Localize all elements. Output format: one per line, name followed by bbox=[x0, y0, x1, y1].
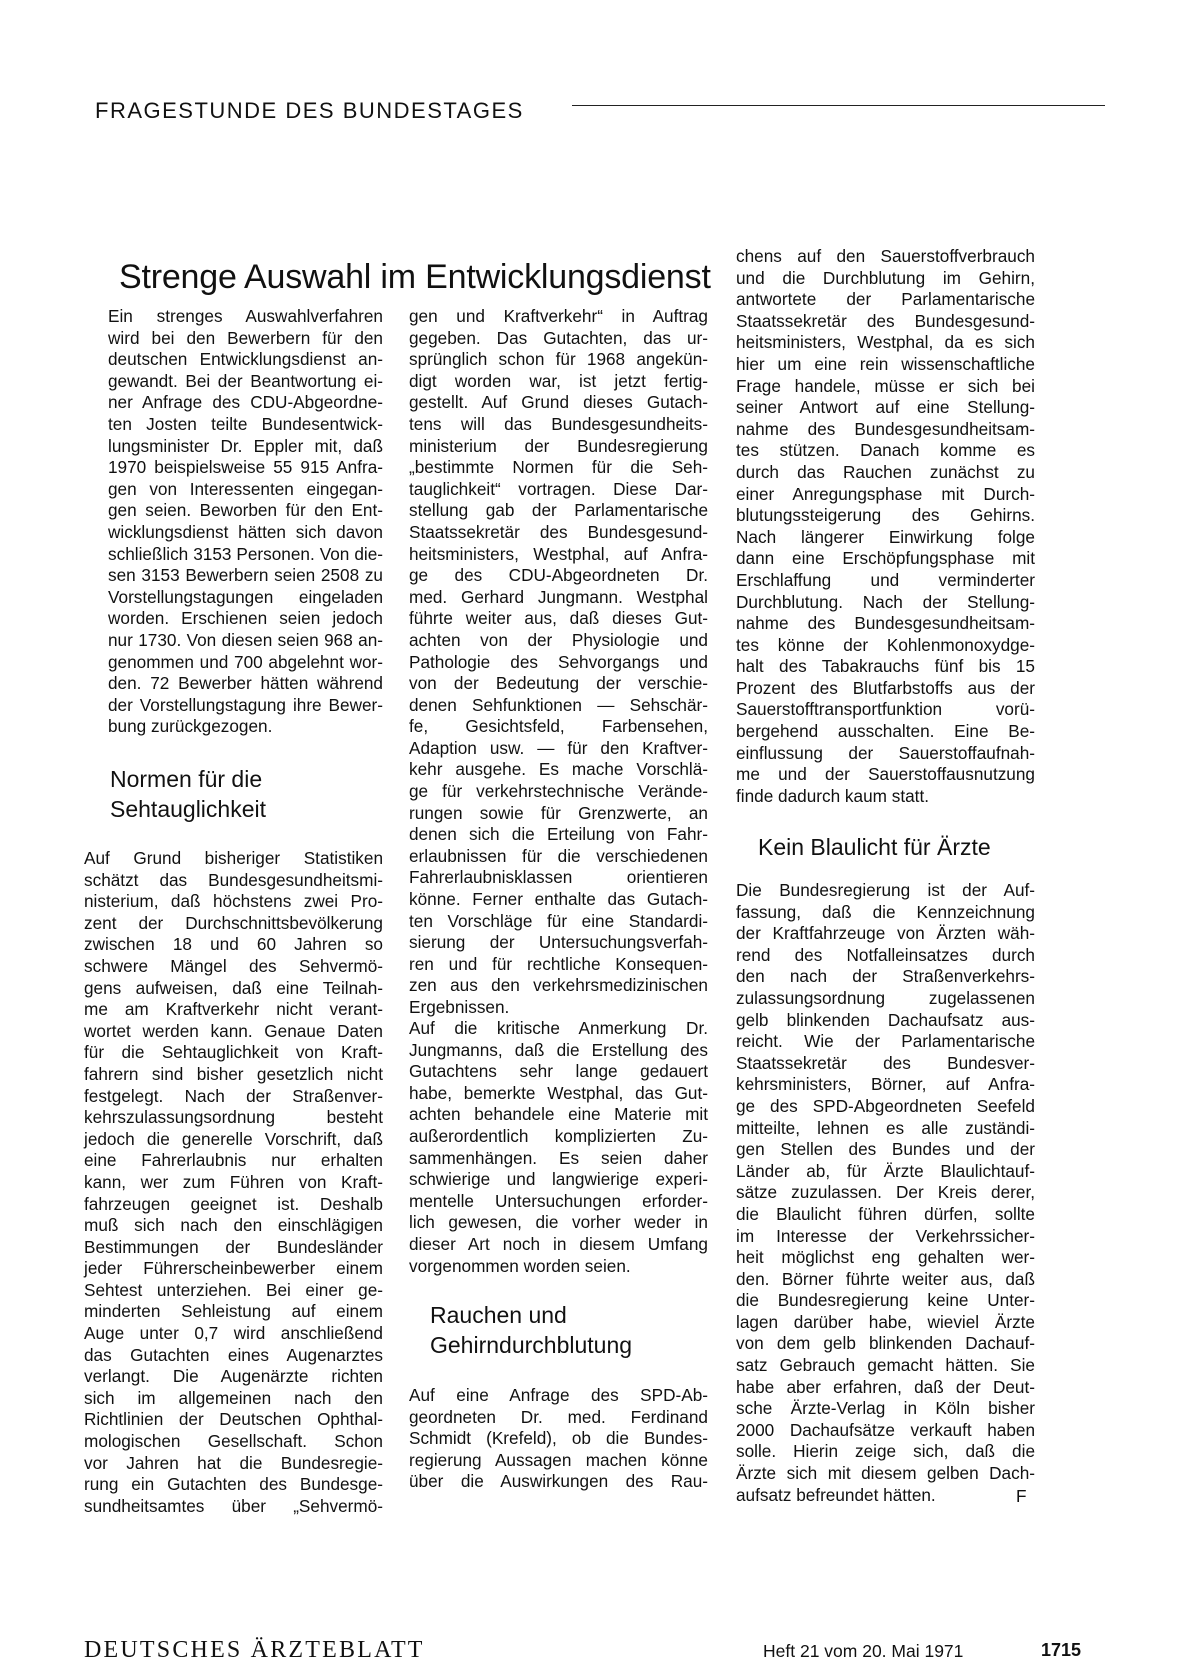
footer-issue: Heft 21 vom 20. Mai 1971 bbox=[763, 1641, 964, 1661]
col1-body-paragraph bbox=[84, 848, 383, 1517]
text-line: Schmidt (Krefeld), ob die Bundes- bbox=[409, 1428, 708, 1449]
text-line: minderten Sehleistung auf einem bbox=[84, 1301, 383, 1322]
text-line: ge für verkehrstechnische Verände- bbox=[409, 781, 708, 802]
text-line: die Blaulicht führen dürfen, sollte bbox=[736, 1203, 1035, 1224]
text-line: 1970 beispielsweise 55 915 Anfra- bbox=[108, 457, 383, 478]
text-line: Erschlaffung und verminderter bbox=[736, 569, 1035, 590]
text-line: Durchblutung. Nach der Stellung- bbox=[736, 591, 1035, 612]
col1-subheading bbox=[110, 764, 266, 824]
col2-subheading bbox=[430, 1300, 632, 1360]
text-line: sen 3153 Bewerbern seien 2508 zu bbox=[108, 565, 383, 586]
text-line: rung ein Gutachten des Bundesge- bbox=[84, 1474, 383, 1495]
footer-page-number: 1715 bbox=[1041, 1640, 1082, 1660]
text-line: worden. Erschienen seien jedoch bbox=[108, 608, 383, 629]
col3-body-paragraph bbox=[736, 246, 1035, 807]
text-line: ge des CDU-Abgeordneten Dr. bbox=[409, 565, 708, 586]
text-line: Jungmanns, daß die Erstellung des bbox=[409, 1039, 708, 1060]
text-line: ge des SPD-Abgeordneten Seefeld bbox=[736, 1095, 1035, 1116]
text-line: gelb blinkenden Dachaufsatz aus- bbox=[736, 1009, 1035, 1030]
text-line: durch das Rauchen zunächst zu bbox=[736, 461, 1035, 482]
text-line: Staatssekretär des Bundesgesund- bbox=[409, 521, 708, 542]
text-line: könne. Ferner enthalte das Gutach- bbox=[409, 889, 708, 910]
text-line: achten von der Physiologie und bbox=[409, 629, 708, 650]
text-line: tens will das Bundesgesundheits- bbox=[409, 413, 708, 434]
text-line: den. 72 Bewerber hätten während bbox=[108, 673, 383, 694]
text-line: vor Jahren hat die Bundesregie- bbox=[84, 1452, 383, 1473]
text-line: verlangt. Die Augenärzte richten bbox=[84, 1366, 383, 1387]
text-line: kehr ausgehe. Es mache Vorschlä- bbox=[409, 759, 708, 780]
text-line: reicht. Wie der Parlamentarische bbox=[736, 1031, 1035, 1052]
text-line: wicklungsdienst hätten sich davon bbox=[108, 521, 383, 542]
text-line: mitteilte, lehnen es alle zuständi- bbox=[736, 1117, 1035, 1138]
text-line: antwortete der Parlamentarische bbox=[736, 289, 1035, 310]
text-line: wortet werden kann. Genaue Daten bbox=[84, 1020, 383, 1041]
text-line: „bestimmte Normen für die Seh- bbox=[409, 457, 708, 478]
text-line: von dem gelb blinkenden Dachauf- bbox=[736, 1333, 1035, 1354]
text-line: finde dadurch kaum statt. bbox=[736, 785, 929, 806]
text-line: jedoch die generelle Vorschrift, daß bbox=[84, 1128, 383, 1149]
text-line: sierung der Untersuchungsverfah- bbox=[409, 932, 708, 953]
text-line: für die Sehtauglichkeit von Kraft- bbox=[84, 1042, 383, 1063]
text-line: gen von Interessenten eingegan- bbox=[108, 478, 383, 499]
text-line: gens aufweisen, daß eine Teilnah- bbox=[84, 977, 383, 998]
text-line: gen und Kraftverkehr“ in Auftrag bbox=[409, 306, 708, 326]
text-line: Auf die kritische Anmerkung Dr. bbox=[409, 1018, 708, 1038]
text-line: Auf eine Anfrage des SPD-Ab- bbox=[409, 1385, 708, 1405]
text-line: heitsministers, Westphal, auf Anfra- bbox=[409, 543, 708, 564]
text-line: Pathologie des Sehvorgangs und bbox=[409, 651, 708, 672]
text-line: das Gutachten eines Augenarztes bbox=[84, 1344, 383, 1365]
text-line: nur 1730. Von diesen seien 968 an- bbox=[108, 629, 383, 650]
text-line: Bestimmungen der Bundesländer bbox=[84, 1236, 383, 1257]
text-line: zwischen 18 und 60 Jahren so bbox=[84, 934, 383, 955]
text-line: zen aus den verkehrsmedizinischen bbox=[409, 975, 708, 996]
text-line: Vorstellungstagungen eingeladen bbox=[108, 586, 383, 607]
text-line: deutschen Entwicklungsdienst an- bbox=[108, 349, 383, 370]
text-line: regierung Aussagen machen könne bbox=[409, 1449, 708, 1470]
col3-body-paragraph-2 bbox=[736, 880, 1035, 1506]
article-headline: Strenge Auswahl im Entwicklungsdienst bbox=[119, 258, 711, 296]
text-line: eine Fahrerlaubnis nur erhalten bbox=[84, 1150, 383, 1171]
text-line: ten Vorschläge für eine Standardi- bbox=[409, 910, 708, 931]
text-line: schwierige und langwierige experi- bbox=[409, 1169, 708, 1190]
text-line: sich im allgemeinen nach den bbox=[84, 1387, 383, 1408]
col2-body-paragraph bbox=[409, 306, 708, 1019]
col3-subheading: Kein Blaulicht für Ärzte bbox=[758, 834, 991, 860]
text-line: Rauchen und bbox=[430, 1302, 567, 1328]
text-line: ner Anfrage des CDU-Abgeordne- bbox=[108, 392, 383, 413]
text-line: lagen darüber habe, wieviel Ärzte bbox=[736, 1311, 1035, 1332]
text-line: den nach der Straßenverkehrs- bbox=[736, 966, 1035, 987]
text-line: gestellt. Auf Grund dieses Gutach- bbox=[409, 392, 708, 413]
text-line: schließlich 3153 Personen. Von die- bbox=[108, 543, 383, 564]
text-line: Normen für die bbox=[110, 766, 263, 792]
text-line: heit möglichst eng gehalten wer- bbox=[736, 1247, 1035, 1268]
text-line: Staatssekretär des Bundesgesund- bbox=[736, 310, 1035, 331]
text-line: nahme des Bundesgesundheitsam- bbox=[736, 418, 1035, 439]
text-line: halt des Tabakrauchs fünf bis 15 bbox=[736, 656, 1035, 677]
text-line: Fahrerlaubnisklassen orientieren bbox=[409, 867, 708, 888]
text-line: tes stützen. Danach komme es bbox=[736, 440, 1035, 461]
text-line: Gutachtens sehr lange gedauert bbox=[409, 1061, 708, 1082]
text-line: chens auf den Sauerstoffverbrauch bbox=[736, 246, 1035, 266]
col1-intro-paragraph bbox=[108, 306, 383, 738]
text-line: achten behandele eine Materie mit bbox=[409, 1104, 708, 1125]
text-line: dann eine Erschöpfungsphase mit bbox=[736, 548, 1035, 569]
text-line: Die Bundesregierung ist der Auf- bbox=[736, 880, 1035, 900]
text-line: digt worden war, ist jetzt fertig- bbox=[409, 370, 708, 391]
text-line: kann, wer zum Führen von Kraft- bbox=[84, 1171, 383, 1192]
text-line: Ein strenges Auswahlverfahren bbox=[108, 306, 383, 326]
text-line: stellung gab der Parlamentarische bbox=[409, 500, 708, 521]
text-line: 2000 Dachaufsätze verkauft haben bbox=[736, 1419, 1035, 1440]
text-line: satz Gebrauch gemacht hätten. Sie bbox=[736, 1355, 1035, 1376]
text-line: geordneten Dr. med. Ferdinand bbox=[409, 1406, 708, 1427]
text-line: aufsatz befreundet hätten. bbox=[736, 1484, 936, 1505]
text-line: und die Durchblutung im Gehirn, bbox=[736, 267, 1035, 288]
text-line: Prozent des Blutfarbstoffs aus der bbox=[736, 677, 1035, 698]
text-line: zulassungsordnung zugelassenen bbox=[736, 987, 1035, 1008]
text-line: tauglichkeit“ vortragen. Diese Dar- bbox=[409, 478, 708, 499]
text-line: der Kraftfahrzeuge von Ärzten wäh- bbox=[736, 923, 1035, 944]
text-line: ten Josten teilte Bundesentwick- bbox=[108, 413, 383, 434]
text-line: fahrzeugen geeignet ist. Deshalb bbox=[84, 1193, 383, 1214]
text-line: hier um eine rein wissenschaftliche bbox=[736, 353, 1035, 374]
text-line: fe, Gesichtsfeld, Farbensehen, bbox=[409, 716, 708, 737]
text-line: nisterium, daß höchstens zwei Pro- bbox=[84, 891, 383, 912]
text-line: kehrszulassungsordnung besteht bbox=[84, 1107, 383, 1128]
text-line: Sehtest unterziehen. Bei einer ge- bbox=[84, 1279, 383, 1300]
text-line: rungen sowie für Grenzwerte, an bbox=[409, 802, 708, 823]
text-line: Auf Grund bisheriger Statistiken bbox=[84, 848, 383, 868]
text-line: außerordentlich komplizierten Zu- bbox=[409, 1125, 708, 1146]
text-line: fahrern sind bisher gesetzlich nicht bbox=[84, 1063, 383, 1084]
text-line: Adaption usw. — für den Kraftver- bbox=[409, 737, 708, 758]
text-line: festgelegt. Nach der Straßenver- bbox=[84, 1085, 383, 1106]
text-line: vorgenommen worden seien. bbox=[409, 1255, 631, 1276]
text-line: über die Auswirkungen des Rau- bbox=[409, 1471, 708, 1492]
text-line: muß sich nach den einschlägigen bbox=[84, 1215, 383, 1236]
col3-end-mark: F bbox=[1016, 1486, 1027, 1506]
text-line: bung zurückgezogen. bbox=[108, 716, 273, 737]
text-line: seiner Antwort auf eine Stellung- bbox=[736, 397, 1035, 418]
text-line: denen sich die Erteilung von Fahr- bbox=[409, 824, 708, 845]
text-line: einflussung der Sauerstoffaufnah- bbox=[736, 742, 1035, 763]
section-header-title: FRAGESTUNDE DES BUNDESTAGES bbox=[95, 98, 524, 123]
text-line: einer Anregungsphase mit Durch- bbox=[736, 483, 1035, 504]
text-line: wird bei den Bewerbern für den bbox=[108, 327, 383, 348]
text-line: bergehend ausschalten. Eine Be- bbox=[736, 721, 1035, 742]
text-line: erlaubnissen für die verschiedenen bbox=[409, 845, 708, 866]
text-line: lich gewesen, die vorher weder in bbox=[409, 1212, 708, 1233]
text-line: Sehtauglichkeit bbox=[110, 796, 266, 822]
text-line: sammenhängen. Es seien daher bbox=[409, 1147, 708, 1168]
text-line: gen seien. Beworben für den Ent- bbox=[108, 500, 383, 521]
text-line: tes könne der Kohlenmonoxydge- bbox=[736, 634, 1035, 655]
text-line: Frage handele, müsse er sich bei bbox=[736, 375, 1035, 396]
text-line: zent der Durchschnittsbevölkerung bbox=[84, 912, 383, 933]
text-line: Länder ab, für Ärzte Blaulichtauf- bbox=[736, 1160, 1035, 1181]
text-line: Auge unter 0,7 wird anschließend bbox=[84, 1323, 383, 1344]
text-line: Sauerstofftransportfunktion vorü- bbox=[736, 699, 1035, 720]
text-line: führte weiter aus, daß dieses Gut- bbox=[409, 608, 708, 629]
text-line: der Vorstellungstagung ihre Bewer- bbox=[108, 694, 383, 715]
text-line: schwere Mängel des Sehvermö- bbox=[84, 955, 383, 976]
text-line: rend des Notfalleinsatzes durch bbox=[736, 944, 1035, 965]
text-line: habe, bemerkte Westphal, das Gut- bbox=[409, 1082, 708, 1103]
text-line: Staatssekretär des Bundesver- bbox=[736, 1052, 1035, 1073]
text-line: fassung, daß die Kennzeichnung bbox=[736, 901, 1035, 922]
text-line: sundheitsamtes über „Sehvermö- bbox=[84, 1495, 383, 1516]
text-line: im Interesse der Verkehrssicher- bbox=[736, 1225, 1035, 1246]
text-line: gegeben. Das Gutachten, das ur- bbox=[409, 327, 708, 348]
text-line: Ärzte sich mit diesem gelben Dach- bbox=[736, 1463, 1035, 1484]
text-line: denen Sehfunktionen — Sehschär- bbox=[409, 694, 708, 715]
text-line: den. Börner führte weiter aus, daß bbox=[736, 1268, 1035, 1289]
text-line: med. Gerhard Jungmann. Westphal bbox=[409, 586, 708, 607]
text-line: Ergebnissen. bbox=[409, 997, 510, 1017]
col2-body-paragraph-2 bbox=[409, 1018, 708, 1277]
text-line: sätze zuzulassen. Der Kreis derer, bbox=[736, 1182, 1035, 1203]
text-line: gewandt. Bei der Beantwortung ei- bbox=[108, 370, 383, 391]
text-line: ren und für rechtliche Konsequen- bbox=[409, 953, 708, 974]
text-line: solle. Hierin zeige sich, daß die bbox=[736, 1441, 1035, 1462]
text-line: schätzt das Bundesgesundheitsmi- bbox=[84, 869, 383, 890]
text-line: jeder Führerscheinbewerber einem bbox=[84, 1258, 383, 1279]
text-line: heitsministers, Westphal, da es sich bbox=[736, 332, 1035, 353]
text-line: blutungssteigerung des Gehirns. bbox=[736, 505, 1035, 526]
text-line: me und der Sauerstoffausnutzung bbox=[736, 764, 1035, 785]
col2-body-paragraph-3 bbox=[409, 1385, 708, 1493]
text-line: lungsminister Dr. Eppler mit, daß bbox=[108, 435, 383, 456]
text-line: habe aber erfahren, daß der Deut- bbox=[736, 1376, 1035, 1397]
text-line: kehrsministers, Börner, auf Anfra- bbox=[736, 1074, 1035, 1095]
text-line: sprünglich schon für 1968 angekün- bbox=[409, 349, 708, 370]
text-line: mologischen Gesellschaft. Schon bbox=[84, 1431, 383, 1452]
footer-journal-name: DEUTSCHES ÄRZTEBLATT bbox=[84, 1637, 425, 1663]
text-line: die Bundesregierung keine Unter- bbox=[736, 1290, 1035, 1311]
text-line: Richtlinien der Deutschen Ophthal- bbox=[84, 1409, 383, 1430]
text-line: ministerium der Bundesregierung bbox=[409, 435, 708, 456]
header-rule bbox=[572, 105, 1105, 106]
text-line: mentelle Untersuchungen erforder- bbox=[409, 1190, 708, 1211]
text-line: sche Ärzte-Verlag in Köln bisher bbox=[736, 1398, 1035, 1419]
text-line: gen Stellen des Bundes und der bbox=[736, 1139, 1035, 1160]
text-line: nahme des Bundesgesundheitsam- bbox=[736, 613, 1035, 634]
text-line: genommen und 700 abgelehnt wor- bbox=[108, 651, 383, 672]
text-line: Nach längerer Einwirkung folge bbox=[736, 526, 1035, 547]
text-line: Gehirndurchblutung bbox=[430, 1332, 633, 1358]
text-line: me am Kraftverkehr nicht verant- bbox=[84, 999, 383, 1020]
text-line: von der Bedeutung der verschie- bbox=[409, 673, 708, 694]
text-line: dieser Art noch in diesem Umfang bbox=[409, 1233, 708, 1254]
